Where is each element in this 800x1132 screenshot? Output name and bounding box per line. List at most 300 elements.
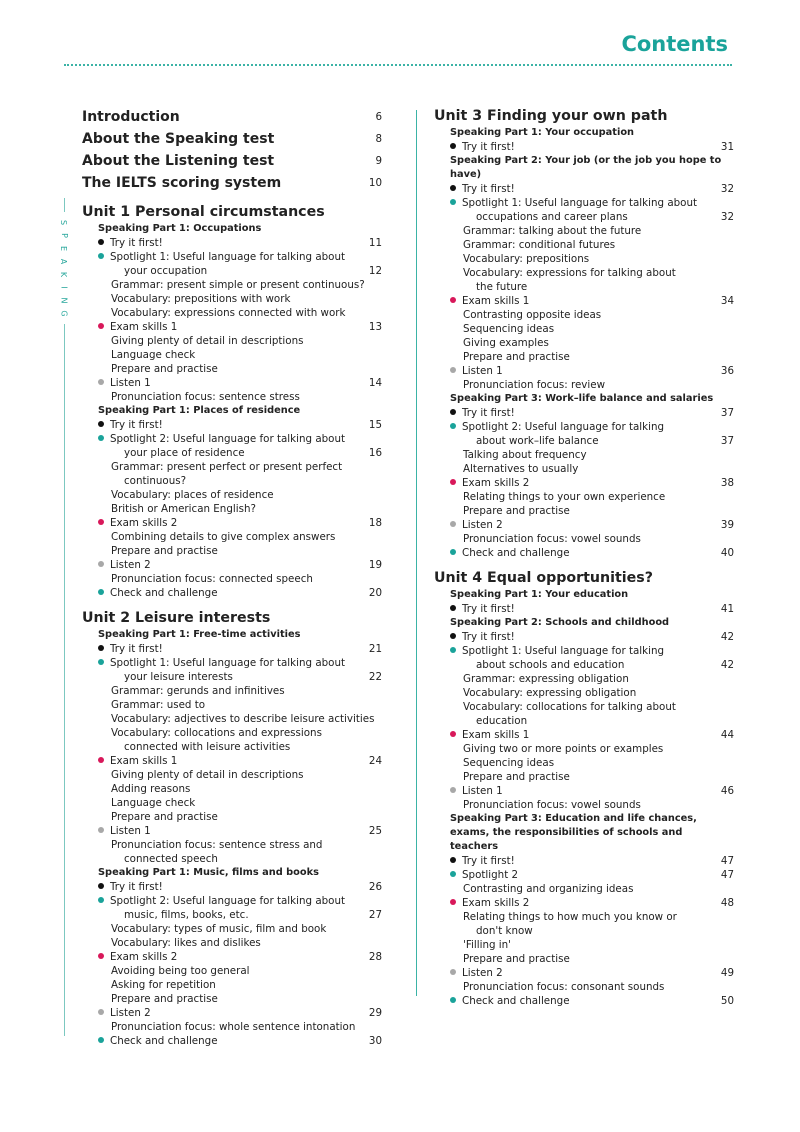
contents-item [434, 896, 734, 910]
contents-item [434, 140, 734, 154]
entry-label: Adding reasons [111, 783, 191, 795]
contents-column-left [82, 106, 382, 1048]
contents-item [82, 418, 382, 432]
entry-label: Speaking Part 3: Education and life chances, exams, the responsibilities of schools and teachers [450, 813, 697, 852]
contents-subitem [434, 350, 734, 364]
page-number: 32 [720, 183, 734, 195]
section-heading [82, 404, 382, 418]
contents-item [434, 868, 734, 882]
entry-label: Unit 1 Personal circumstances [82, 204, 325, 220]
page-number: 31 [720, 141, 734, 153]
contents-item [82, 320, 382, 334]
entry-label: Vocabulary: expressions connected with work [111, 307, 346, 319]
entry-label: Avoiding being too general [111, 965, 250, 977]
contents-item [82, 1034, 382, 1048]
bullet-icon [450, 871, 456, 877]
bullet-icon [450, 633, 456, 639]
bullet-icon [98, 827, 104, 833]
contents-item-continuation [434, 658, 734, 672]
contents-item-continuation [434, 210, 734, 224]
entry-label: Grammar: present simple or present continuous? [111, 279, 365, 291]
page-number: 50 [720, 995, 734, 1007]
entry-label: Grammar: conditional futures [463, 239, 616, 251]
page-number: 44 [720, 729, 734, 741]
side-label-letter: G [59, 310, 69, 317]
entry-label: 'Filling in' [463, 939, 511, 951]
page-number: 26 [368, 881, 382, 893]
unit-heading [434, 568, 734, 588]
page-number: 8 [375, 133, 382, 145]
bullet-icon [98, 757, 104, 763]
section-heading [434, 392, 734, 406]
contents-item [434, 406, 734, 420]
contents-item-continuation [82, 264, 382, 278]
side-label-letter: K [59, 271, 69, 278]
page-number: 22 [368, 671, 382, 683]
bullet-icon [450, 423, 456, 429]
contents-item [434, 196, 734, 210]
contents-subitem [434, 938, 734, 952]
contents-subitem [82, 488, 382, 502]
contents-subitem [434, 952, 734, 966]
contents-subitem [434, 770, 734, 784]
contents-item [82, 656, 382, 670]
contents-subitem [82, 838, 382, 852]
entry-label: Exam skills 1 [462, 729, 530, 741]
contents-subitem [82, 684, 382, 698]
entry-label: Exam skills 1 [110, 321, 178, 333]
contents-subitem [82, 502, 382, 516]
page-number: 6 [375, 111, 382, 123]
entry-label: Pronunciation focus: sentence stress and [111, 839, 323, 851]
entry-label: Pronunciation focus: vowel sounds [463, 533, 641, 545]
contents-subitem [434, 672, 734, 686]
bullet-icon [450, 899, 456, 905]
contents-subitem [82, 810, 382, 824]
entry-label: Spotlight 1: Useful language for talking about [110, 251, 346, 263]
entry-label: Listen 1 [110, 825, 151, 837]
contents-item-continuation [82, 474, 382, 488]
entry-label: Grammar: present perfect or present perfect [111, 461, 343, 473]
contents-item [434, 644, 734, 658]
contents-subitem [434, 798, 734, 812]
bullet-icon [98, 883, 104, 889]
entry-label: Exam skills 1 [462, 295, 530, 307]
section-heading [82, 628, 382, 642]
entry-label: Pronunciation focus: sentence stress [111, 391, 300, 403]
entry-label: Pronunciation focus: vowel sounds [463, 799, 641, 811]
page-number: 46 [720, 785, 734, 797]
entry-label: Listen 2 [462, 967, 503, 979]
entry-label: Vocabulary: places of residence [111, 489, 274, 501]
page-number: 29 [368, 1007, 382, 1019]
entry-label: Check and challenge [462, 995, 570, 1007]
contents-entry [82, 106, 382, 128]
bullet-icon [98, 323, 104, 329]
entry-label: Speaking Part 1: Occupations [98, 223, 262, 234]
entry-label: don't know [476, 925, 533, 937]
page-number: 38 [720, 477, 734, 489]
contents-subitem [82, 1020, 382, 1034]
contents-subitem [434, 980, 734, 994]
entry-label: Try it first! [110, 419, 163, 431]
entry-label: Giving plenty of detail in descriptions [111, 335, 304, 347]
entry-label: Unit 2 Leisure interests [82, 610, 271, 626]
entry-label: Vocabulary: prepositions with work [111, 293, 291, 305]
bullet-icon [98, 253, 104, 259]
page-number: 11 [368, 237, 382, 249]
entry-label: Try it first! [110, 881, 163, 893]
page-number: 19 [368, 559, 382, 571]
page-number: 10 [368, 177, 382, 189]
contents-subitem [434, 238, 734, 252]
section-heading [434, 126, 734, 140]
side-label-letter: I [59, 286, 69, 289]
entry-label: Try it first! [462, 141, 515, 153]
entry-label: Try it first! [462, 631, 515, 643]
side-label-letter: N [59, 297, 69, 304]
entry-label: occupations and career plans [476, 211, 628, 223]
contents-item [82, 754, 382, 768]
entry-label: Speaking Part 2: Schools and childhood [450, 617, 670, 628]
contents-item [434, 294, 734, 308]
entry-label: Vocabulary: likes and dislikes [111, 937, 261, 949]
bullet-icon [450, 185, 456, 191]
contents-item-continuation [82, 740, 382, 754]
section-heading [82, 222, 382, 236]
bullet-icon [98, 435, 104, 441]
contents-item-continuation [82, 908, 382, 922]
entry-label: Grammar: expressing obligation [463, 673, 629, 685]
page-title: Contents [621, 32, 728, 56]
entry-label: Listen 1 [462, 365, 503, 377]
entry-label: Exam skills 2 [110, 951, 178, 963]
page-number: 47 [720, 855, 734, 867]
entry-label: Try it first! [462, 183, 515, 195]
contents-item [434, 602, 734, 616]
bullet-icon [98, 239, 104, 245]
page-number: 20 [368, 587, 382, 599]
bullet-icon [450, 605, 456, 611]
contents-item [434, 994, 734, 1008]
side-label-letter: S [59, 219, 69, 226]
contents-item [82, 250, 382, 264]
contents-subitem [434, 378, 734, 392]
entry-label: Speaking Part 1: Places of residence [98, 405, 301, 416]
contents-item [82, 432, 382, 446]
entry-label: Vocabulary: prepositions [463, 253, 590, 265]
entry-label: Listen 2 [110, 559, 151, 571]
entry-label: Spotlight 2: Useful language for talking about [110, 895, 346, 907]
entry-label: Language check [111, 349, 196, 361]
entry-label: Introduction [82, 109, 180, 125]
contents-subitem [82, 964, 382, 978]
contents-item [434, 182, 734, 196]
contents-subitem [82, 712, 382, 726]
bullet-icon [450, 787, 456, 793]
page-number: 16 [368, 447, 382, 459]
contents-item-continuation [82, 446, 382, 460]
contents-subitem [82, 992, 382, 1006]
page-number: 42 [720, 659, 734, 671]
entry-label: Speaking Part 1: Your education [450, 589, 629, 600]
entry-label: Exam skills 2 [462, 477, 530, 489]
entry-label: Unit 4 Equal opportunities? [434, 570, 653, 586]
page-number: 32 [720, 211, 734, 223]
bullet-icon [450, 479, 456, 485]
contents-item-continuation [434, 714, 734, 728]
entry-label: Sequencing ideas [463, 323, 555, 335]
contents-subitem [82, 698, 382, 712]
entry-label: your occupation [124, 265, 208, 277]
contents-item [434, 420, 734, 434]
entry-label: Check and challenge [110, 587, 218, 599]
entry-label: About the Listening test [82, 153, 275, 169]
contents-item [82, 376, 382, 390]
page-number: 41 [720, 603, 734, 615]
contents-subitem [82, 922, 382, 936]
contents-subitem [82, 278, 382, 292]
contents-item [434, 854, 734, 868]
entry-label: Vocabulary: expressing obligation [463, 687, 637, 699]
entry-label: Try it first! [462, 407, 515, 419]
bullet-icon [450, 969, 456, 975]
entry-label: Combining details to give complex answers [111, 531, 336, 543]
contents-subitem [434, 686, 734, 700]
contents-item [434, 518, 734, 532]
page-number: 9 [375, 155, 382, 167]
contents-subitem [434, 756, 734, 770]
entry-label: Vocabulary: adjectives to describe leisure activities [111, 713, 375, 725]
bullet-icon [98, 519, 104, 525]
contents-subitem [82, 362, 382, 376]
column-divider [416, 110, 417, 996]
entry-label: Prepare and practise [463, 505, 570, 517]
contents-item [434, 630, 734, 644]
bullet-icon [98, 897, 104, 903]
contents-subitem [434, 700, 734, 714]
page-number: 24 [368, 755, 382, 767]
contents-subitem [434, 462, 734, 476]
unit-heading [82, 202, 382, 222]
entry-label: Pronunciation focus: consonant sounds [463, 981, 665, 993]
entry-label: about schools and education [476, 659, 625, 671]
entry-label: Pronunciation focus: review [463, 379, 606, 391]
contents-column-right [434, 106, 734, 1008]
bullet-icon [98, 1009, 104, 1015]
contents-subitem [82, 306, 382, 320]
contents-subitem [434, 504, 734, 518]
entry-label: Pronunciation focus: connected speech [111, 573, 313, 585]
contents-subitem [434, 448, 734, 462]
page-number: 25 [368, 825, 382, 837]
entry-label: Pronunciation focus: whole sentence intonation [111, 1021, 356, 1033]
contents-item [82, 880, 382, 894]
bullet-icon [450, 549, 456, 555]
entry-label: Vocabulary: types of music, film and book [111, 923, 327, 935]
entry-label: Prepare and practise [111, 545, 218, 557]
entry-label: Check and challenge [110, 1035, 218, 1047]
contents-subitem [82, 334, 382, 348]
contents-item [82, 236, 382, 250]
contents-subitem [82, 460, 382, 474]
entry-label: Sequencing ideas [463, 757, 555, 769]
page-number: 28 [368, 951, 382, 963]
contents-subitem [82, 978, 382, 992]
entry-label: Unit 3 Finding your own path [434, 108, 668, 124]
contents-item [82, 558, 382, 572]
contents-subitem [82, 726, 382, 740]
contents-subitem [434, 910, 734, 924]
page-number: 49 [720, 967, 734, 979]
section-heading [434, 588, 734, 602]
entry-label: Try it first! [110, 237, 163, 249]
page-number: 42 [720, 631, 734, 643]
entry-label: Spotlight 2: Useful language for talking about [110, 433, 346, 445]
bullet-icon [450, 297, 456, 303]
entry-label: Vocabulary: expressions for talking about [463, 267, 676, 279]
page-number: 12 [368, 265, 382, 277]
section-heading [434, 154, 734, 182]
side-label-letter: A [59, 258, 69, 265]
entry-label: your place of residence [124, 447, 245, 459]
entry-label: Spotlight 1: Useful language for talking about [462, 197, 698, 209]
entry-label: Listen 2 [110, 1007, 151, 1019]
entry-label: Speaking Part 1: Free-time activities [98, 629, 301, 640]
entry-label: Giving plenty of detail in descriptions [111, 769, 304, 781]
bullet-icon [98, 659, 104, 665]
entry-label: continuous? [124, 475, 187, 487]
entry-label: music, films, books, etc. [124, 909, 249, 921]
entry-label: Try it first! [462, 855, 515, 867]
page-number: 36 [720, 365, 734, 377]
bullet-icon [450, 199, 456, 205]
bullet-icon [450, 143, 456, 149]
contents-item [82, 950, 382, 964]
entry-label: connected with leisure activities [124, 741, 291, 753]
unit-heading [82, 608, 382, 628]
contents-subitem [434, 532, 734, 546]
entry-label: Grammar: used to [111, 699, 206, 711]
entry-label: Speaking Part 2: Your job (or the job you hope to have) [450, 155, 722, 180]
page-number: 39 [720, 519, 734, 531]
bullet-icon [450, 409, 456, 415]
bullet-icon [450, 647, 456, 653]
contents-item-continuation [82, 670, 382, 684]
entry-label: Check and challenge [462, 547, 570, 559]
entry-label: Contrasting opposite ideas [463, 309, 602, 321]
contents-subitem [82, 530, 382, 544]
entry-label: Listen 2 [462, 519, 503, 531]
contents-subitem [434, 252, 734, 266]
contents-item [434, 966, 734, 980]
page-number: 13 [368, 321, 382, 333]
section-heading [82, 866, 382, 880]
contents-item [82, 894, 382, 908]
contents-item-continuation [82, 852, 382, 866]
contents-item [82, 1006, 382, 1020]
page-number: 27 [368, 909, 382, 921]
page-number: 37 [720, 407, 734, 419]
section-heading [434, 616, 734, 630]
entry-label: your leisure interests [124, 671, 233, 683]
bullet-icon [98, 421, 104, 427]
bullet-icon [98, 1037, 104, 1043]
entry-label: Prepare and practise [111, 993, 218, 1005]
entry-label: Prepare and practise [463, 953, 570, 965]
contents-subitem [82, 782, 382, 796]
section-side-label [58, 212, 70, 324]
entry-label: Language check [111, 797, 196, 809]
entry-label: Try it first! [462, 603, 515, 615]
contents-entry [82, 172, 382, 194]
page-number: 21 [368, 643, 382, 655]
entry-label: Prepare and practise [111, 363, 218, 375]
bullet-icon [450, 367, 456, 373]
entry-label: Relating things to how much you know or [463, 911, 677, 923]
entry-label: British or American English? [111, 503, 256, 515]
contents-subitem [82, 390, 382, 404]
side-label-letter: P [59, 233, 69, 238]
entry-label: Giving two or more points or examples [463, 743, 664, 755]
entry-label: connected speech [124, 853, 218, 865]
entry-label: Grammar: gerunds and infinitives [111, 685, 285, 697]
entry-label: Giving examples [463, 337, 549, 349]
contents-item-continuation [434, 924, 734, 938]
entry-label: Contrasting and organizing ideas [463, 883, 634, 895]
contents-subitem [434, 308, 734, 322]
contents-item [82, 824, 382, 838]
bullet-icon [450, 731, 456, 737]
entry-label: about work–life balance [476, 435, 599, 447]
page-number: 18 [368, 517, 382, 529]
contents-entry [82, 128, 382, 150]
contents-subitem [434, 224, 734, 238]
contents-item [82, 586, 382, 600]
entry-label: Prepare and practise [463, 771, 570, 783]
contents-entry [82, 150, 382, 172]
page-number: 37 [720, 435, 734, 447]
contents-subitem [82, 292, 382, 306]
contents-subitem [434, 322, 734, 336]
entry-label: Prepare and practise [463, 351, 570, 363]
contents-item-continuation [434, 434, 734, 448]
bullet-icon [98, 645, 104, 651]
section-heading [434, 812, 734, 854]
entry-label: Vocabulary: collocations and expressions [111, 727, 322, 739]
entry-label: education [476, 715, 528, 727]
side-label-letter: E [59, 245, 69, 252]
entry-label: Prepare and practise [111, 811, 218, 823]
entry-label: Speaking Part 1: Your occupation [450, 127, 635, 138]
contents-subitem [82, 572, 382, 586]
page-number: 15 [368, 419, 382, 431]
entry-label: Exam skills 1 [110, 755, 178, 767]
dotted-rule [64, 62, 732, 66]
bullet-icon [98, 953, 104, 959]
contents-subitem [82, 544, 382, 558]
contents-subitem [434, 336, 734, 350]
bullet-icon [98, 561, 104, 567]
bullet-icon [98, 589, 104, 595]
contents-subitem [82, 348, 382, 362]
entry-label: Exam skills 2 [462, 897, 530, 909]
entry-label: Listen 1 [462, 785, 503, 797]
contents-item [434, 546, 734, 560]
contents-subitem [434, 266, 734, 280]
contents-subitem [434, 742, 734, 756]
entry-label: Talking about frequency [463, 449, 587, 461]
